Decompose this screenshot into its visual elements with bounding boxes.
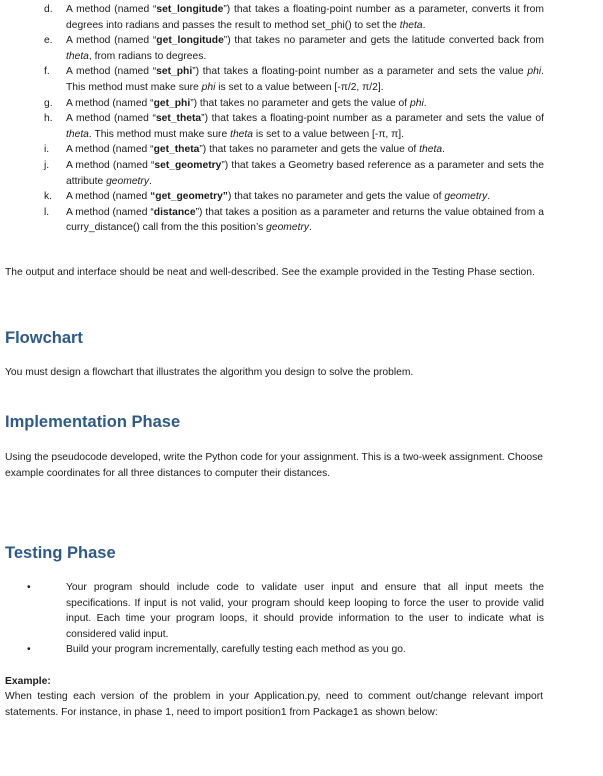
testing-bullet-list xyxy=(27,580,544,658)
list-marker: k. xyxy=(44,191,53,203)
list-item: g. A method (named “get_phi”) that takes no parameter and gets the value of phi. xyxy=(44,96,544,112)
list-item: e. A method (named “get_longitude”) that takes no parameter and gets the latitude converted back from theta, from radians to degrees. xyxy=(44,35,544,62)
list-item: h. A method (named “set_theta”) that takes a floating-point number as a parameter and sets the value of theta. This method must make sure theta is set to a value between [-π, π]. xyxy=(44,113,544,140)
flowchart-text: You must design a flowchart that illustrates the algorithm you design to solve the problem. xyxy=(5,367,414,378)
list-marker: d. xyxy=(44,4,53,15)
method-name: get_longitude xyxy=(156,35,224,47)
list-item: k. A method (named “get_geometry”) that takes no parameter and gets the value of geometry. xyxy=(44,189,544,205)
list-item: • Your program should include code to validate user input and ensure that all input meets the specifications. If input is not valid, your program should keep looping to force the user to provide valid input. Each time your program loops, it should provide information to the user to indicate what is considered valid input. xyxy=(27,582,544,640)
list-marker: e. xyxy=(44,35,53,47)
testing-heading: Testing Phase xyxy=(5,544,116,562)
method-name: set_geometry xyxy=(154,159,222,171)
method-name: “get_geometry” xyxy=(150,191,228,203)
method-name: set_theta xyxy=(155,113,202,125)
method-name: set_phi xyxy=(156,66,193,78)
method-list xyxy=(44,2,544,236)
list-item: l. A method (named “distance”) that takes a position as a parameter and returns the value obtained from a curry_distance() call from the this position’s geometry. xyxy=(44,206,544,234)
implementation-heading: Implementation Phase xyxy=(5,413,181,431)
list-marker: h. xyxy=(44,113,53,125)
list-item: j. A method (named “set_geometry”) that takes a Geometry based reference as a parameter and sets the attribute geometry. xyxy=(44,159,544,187)
method-name: get_theta xyxy=(153,144,200,156)
example-text: When testing each version of the problem in your Application.py, need to comment out/change relevant import statements. For instance, in phase 1, need to import position1 from Package1 as shown below: xyxy=(5,691,543,718)
list-marker: j. xyxy=(44,159,50,171)
list-item: • Build your program incrementally, carefully testing each method as you go. xyxy=(44,642,544,658)
method-name: distance xyxy=(153,206,196,218)
method-name: get_phi xyxy=(153,97,191,109)
list-item: f. A method (named “set_phi”) that takes a floating-point number as a parameter and sets the value phi. This method must make sure phi is set to a value between [-π/2, π/2]. xyxy=(44,66,544,93)
list-marker: g. xyxy=(44,97,53,109)
bullet-icon: • xyxy=(27,644,31,656)
implementation-text: Using the pseudocode developed, write the Python code for your assignment. This is a two-week assignment. Choose example coordinates for all three distances to computer their distances. xyxy=(5,452,543,479)
list-item: d. A method (named “set_longitude”) that takes a floating-point number as a parameter, converts it from degrees into radians and passes the result to method set_phi() to set the theta. xyxy=(44,4,544,31)
example-label: Example: xyxy=(5,676,51,687)
method-name: set_longitude xyxy=(156,4,224,15)
list-marker: l. xyxy=(44,206,50,218)
list-item: i. A method (named “get_theta”) that takes no parameter and gets the value of theta. xyxy=(44,142,544,158)
bullet-icon: • xyxy=(27,582,31,593)
flowchart-heading: Flowchart xyxy=(5,329,83,347)
list-marker: f. xyxy=(44,66,50,78)
output-paragraph: The output and interface should be neat and well-described. See the example provided in the Testing Phase section. xyxy=(5,267,535,278)
list-marker: i. xyxy=(44,144,50,156)
